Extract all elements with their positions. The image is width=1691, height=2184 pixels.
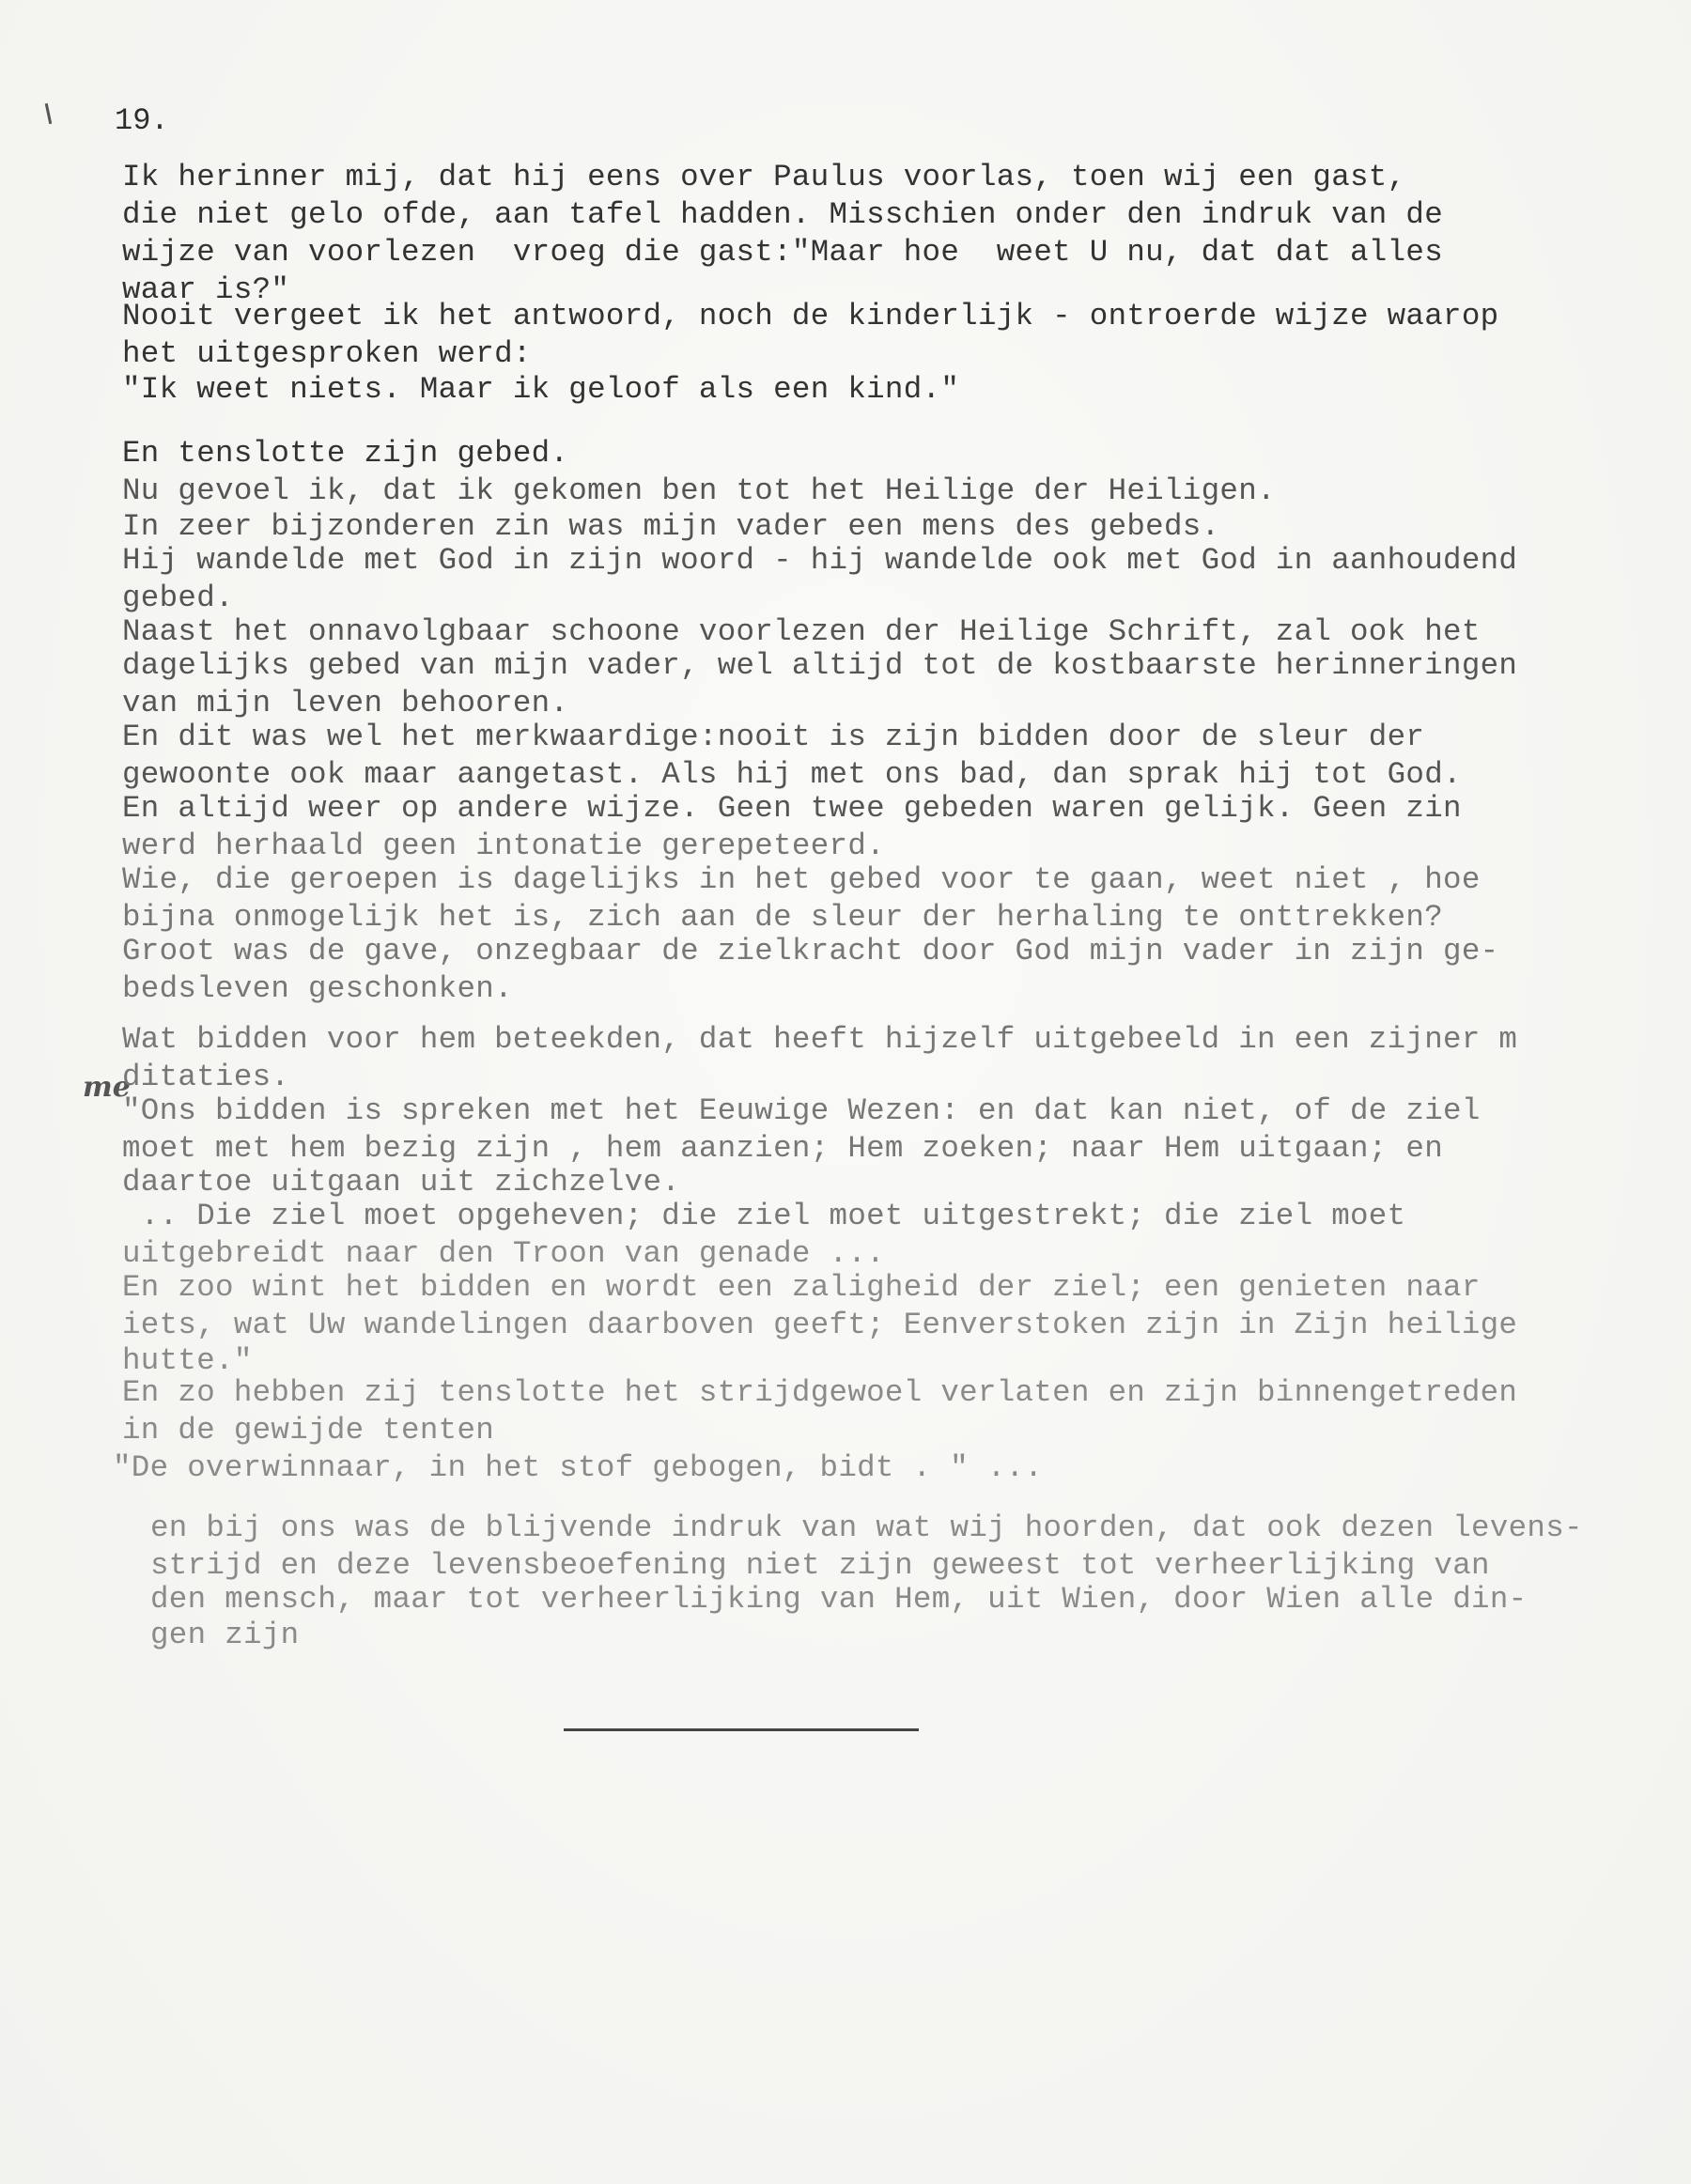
text-line: "Ik weet niets. Maar ik geloof als een kind." [122,372,960,407]
text-line: bedsleven geschonken. [122,971,513,1006]
margin-tick-mark [45,103,53,124]
text-line: werd herhaald geen intonatie gerepeteerd. [122,829,885,863]
text-line: waar is?" [122,272,290,307]
text-line: "De overwinnaar, in het stof gebogen, bidt . " ... [113,1450,1044,1485]
text-line: Hij wandelde met God in zijn woord - hij wandelde ook met God in aanhoudend [122,543,1518,578]
text-line: ditaties. [122,1060,290,1094]
text-line: dagelijks gebed van mijn vader, wel altijd tot de kostbaarste herinneringen [122,648,1518,683]
text-line: gewoonte ook maar aangetast. Als hij met ons bad, dan sprak hij tot God. [122,757,1462,792]
text-line: In zeer bijzonderen zin was mijn vader een mens des gebeds. [122,509,1220,544]
text-line: in de gewijde tenten [122,1413,495,1448]
handwritten-margin-note: me [83,1071,131,1104]
text-line: "Ons bidden is spreken met het Eeuwige Wezen: en dat kan niet, of de ziel [122,1093,1481,1128]
text-line: Wat bidden voor hem beteekden, dat heeft hijzelf uitgebeeld in een zijner m [122,1022,1518,1057]
text-line: moet met hem bezig zijn , hem aanzien; Hem zoeken; naar Hem uitgaan; en [122,1131,1444,1166]
text-line: Groot was de gave, onzegbaar de zielkracht door God mijn vader in zijn ge- [122,934,1499,968]
text-line: Ik herinner mij, dat hij eens over Paulus voorlas, toen wij een gast, [122,160,1406,194]
text-line: Nooit vergeet ik het antwoord, noch de kinderlijk - ontroerde wijze waarop [122,299,1499,333]
text-line: wijze van voorlezen vroeg die gast:"Maar hoe weet U nu, dat dat alles [122,235,1444,270]
text-line: daartoe uitgaan uit zichzelve. [122,1165,681,1200]
text-line: .. Die ziel moet opgeheven; die ziel moet uitgestrekt; die ziel moet [122,1199,1406,1233]
text-line: van mijn leven behooren. [122,686,569,720]
text-line: het uitgesproken werd: [122,336,532,371]
text-line: En tenslotte zijn gebed. [122,436,569,471]
text-line: den mensch, maar tot verheerlijking van Hem, uit Wien, door Wien alle din- [150,1582,1528,1617]
text-line: bijna onmogelijk het is, zich aan de sleur der herhaling te onttrekken? [122,900,1444,935]
text-line: En dit was wel het merkwaardige:nooit is zijn bidden door de sleur der [122,720,1425,754]
text-line: Nu gevoel ik, dat ik gekomen ben tot het Heilige der Heiligen. [122,473,1276,508]
text-line: hutte." [122,1343,253,1378]
text-line: En altijd weer op andere wijze. Geen twee gebeden waren gelijk. Geen zin [122,791,1462,826]
text-line: gen zijn [150,1618,300,1652]
text-line: gebed. [122,581,234,615]
text-line: die niet gelo ofde, aan tafel hadden. Misschien onder den indruk van de [122,197,1444,232]
text-line: En zoo wint het bidden en wordt een zaligheid der ziel; een genieten naar [122,1270,1481,1305]
text-line: En zo hebben zij tenslotte het strijdgewoel verlaten en zijn binnengetreden [122,1375,1518,1410]
text-line: iets, wat Uw wandelingen daarboven geeft; Eenverstoken zijn in Zijn heilige [122,1308,1518,1342]
closing-rule-line [564,1728,919,1731]
text-line: Wie, die geroepen is dagelijks in het gebed voor te gaan, weet niet , hoe [122,862,1481,897]
text-line: Naast het onnavolgbaar schoone voorlezen der Heilige Schrift, zal ook het [122,614,1481,649]
text-line: strijd en deze levensbeoefening niet zijn geweest tot verheerlijking van [150,1548,1490,1583]
text-line: uitgebreidt naar den Troon van genade ... [122,1236,885,1271]
page-number: 19. [115,103,169,138]
text-line: en bij ons was de blijvende indruk van wat wij hoorden, dat ook dezen levens- [150,1510,1583,1545]
